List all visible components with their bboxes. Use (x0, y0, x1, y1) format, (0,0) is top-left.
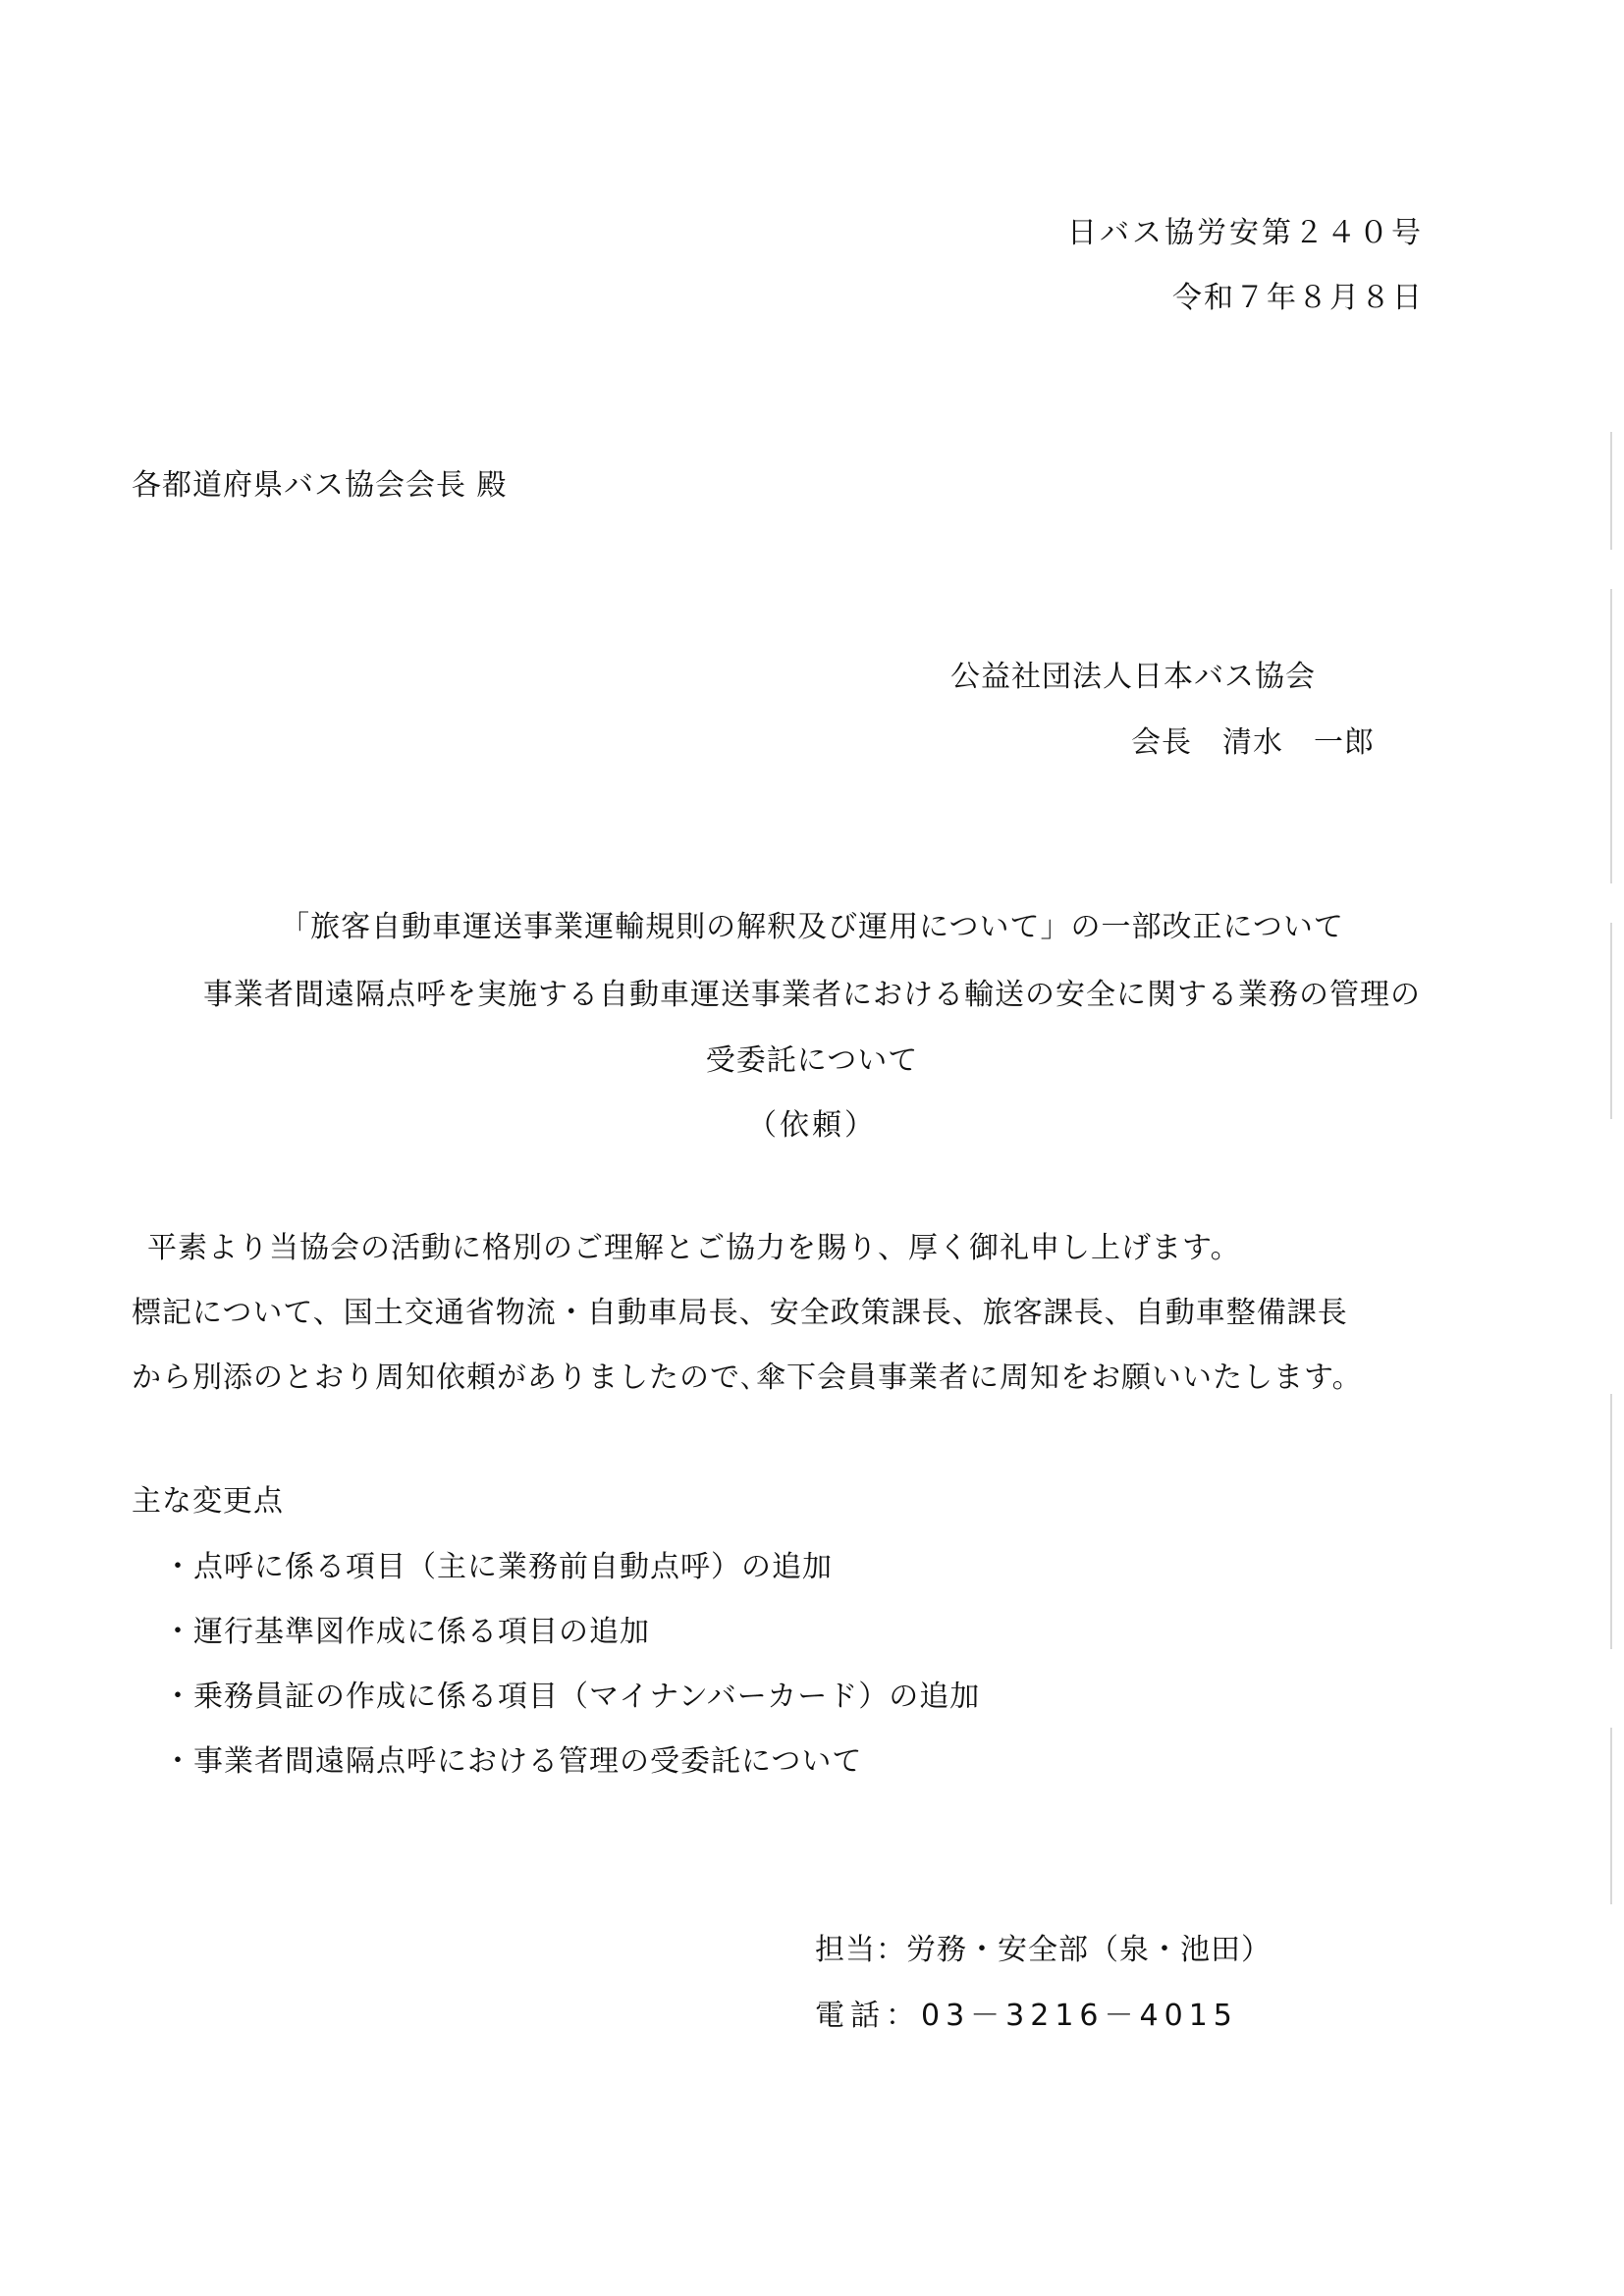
document-date: 令和７年８月８日 (1172, 281, 1424, 315)
document-number: 日バス協労安第２４０号 (1067, 216, 1424, 250)
contact-phone: 電話：03－3216－4015 (815, 1999, 1238, 2033)
body-paragraph-2: 標記について、国土交通省物流・自動車局長、安全政策課長、旅客課長、自動車整備課長 (132, 1296, 1348, 1330)
change-item: ・事業者間遠隔点呼における管理の受委託について (163, 1744, 863, 1779)
change-item: ・乗務員証の作成に係る項目（マイナンバーカード）の追加 (163, 1680, 981, 1714)
scan-edge-mark (1610, 589, 1612, 883)
recipient: 各都道府県バス協会会長 殿 (132, 468, 508, 503)
title-line-1: 「旅客自動車運送事業運輸規則の解釈及び運用について」の一部改正について (280, 910, 1344, 944)
body-paragraph-1: 平素より当協会の活動に格別のご理解とご協力を賜り、厚く御礼申し上げます。 (147, 1231, 1241, 1265)
title-line-3: 受委託について (705, 1043, 919, 1078)
title-line-4: （依頼） (747, 1108, 877, 1143)
change-item: ・点呼に係る項目（主に業務前自動点呼）の追加 (163, 1550, 833, 1584)
scan-edge-mark (1610, 923, 1612, 1119)
changes-heading: 主な変更点 (132, 1484, 284, 1519)
scan-edge-mark (1610, 432, 1612, 550)
sender-organization: 公益社団法人日本バス協会 (950, 660, 1316, 694)
body-paragraph-3: から別添のとおり周知依頼がありましたので､傘下会員事業者に周知をお願いいたします。 (132, 1361, 1363, 1395)
change-item: ・運行基準図作成に係る項目の追加 (163, 1615, 650, 1649)
title-line-2: 事業者間遠隔点呼を実施する自動車運送事業者における輸送の安全に関する業務の管理の (203, 978, 1421, 1012)
sender-name: 会長 清水 一郎 (1131, 725, 1375, 760)
scan-edge-mark (1610, 1394, 1612, 1649)
contact-person: 担当：労務・安全部（泉・池田） (815, 1933, 1272, 1967)
scan-edge-mark (1610, 1728, 1612, 1904)
